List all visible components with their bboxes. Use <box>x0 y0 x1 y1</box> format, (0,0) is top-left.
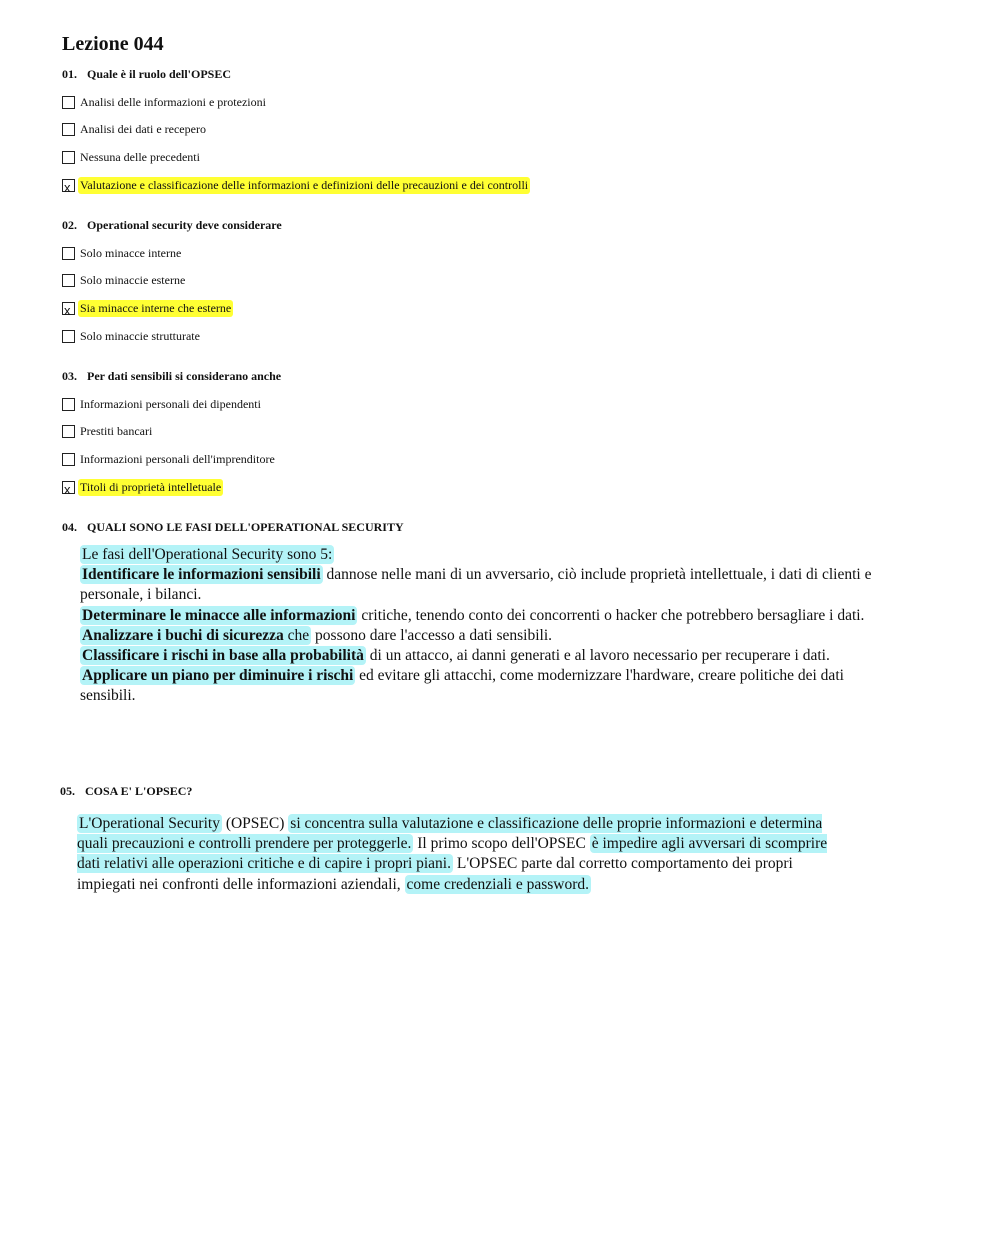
q3-option-3[interactable] <box>62 451 277 467</box>
checkbox[interactable] <box>62 96 75 109</box>
checked-checkbox[interactable] <box>62 179 75 195</box>
checked-checkbox[interactable] <box>62 481 75 497</box>
check-x-icon: x <box>64 179 71 195</box>
highlighted-word: che <box>283 626 310 644</box>
answer-intro <box>80 545 880 565</box>
step-title: Identificare le informazioni sensibili <box>82 566 321 584</box>
plain-text: Il primo scopo dell'OPSEC <box>413 835 590 853</box>
q3-option-4-correct[interactable] <box>62 479 223 495</box>
option-label: Analisi delle informazioni e protezioni <box>80 94 266 109</box>
highlighted-text <box>80 565 323 584</box>
plain-text: (OPSEC) <box>221 815 289 832</box>
q2-option-4[interactable] <box>62 328 202 344</box>
option-label: Solo minaccie strutturate <box>80 328 200 343</box>
option-label: Solo minacce interne <box>80 245 182 260</box>
option-label: Analisi dei dati e recepero <box>80 121 206 136</box>
lesson-title: Lezione 044 <box>62 33 164 55</box>
option-label: Prestiti bancari <box>80 423 153 438</box>
checked-checkbox[interactable] <box>62 302 75 318</box>
question-number: 04. <box>62 520 77 534</box>
step-description: ed evitare gli attacchi, come modernizzare l'hardware, creare politiche dei dati sensibili. <box>80 667 844 705</box>
option-label: Titoli di proprietà intelletuale <box>80 479 222 494</box>
step-title: Applicare un piano per diminuire i rischi <box>82 667 354 685</box>
q1-option-2[interactable] <box>62 121 208 137</box>
q2-option-1[interactable] <box>62 245 183 261</box>
option-label: Valutazione e classificazione delle informazioni e definizioni delle precauzioni e dei controlli <box>80 177 529 192</box>
highlighted-text <box>80 606 357 625</box>
answer-step-1 <box>80 565 880 605</box>
q3-option-1[interactable] <box>62 396 263 412</box>
question-1-heading <box>62 67 231 82</box>
check-x-icon: x <box>64 302 71 318</box>
question-text: Quale è il ruolo dell'OPSEC <box>87 67 232 81</box>
checkbox[interactable] <box>62 123 75 136</box>
question-2-heading <box>62 218 282 233</box>
question-4-heading <box>62 520 404 535</box>
highlighted-text <box>80 646 366 665</box>
option-label: Informazioni personali dell'imprenditore <box>80 451 275 466</box>
answer-step-2 <box>80 606 880 626</box>
option-label: Nessuna delle precedenti <box>80 149 200 164</box>
answer-step-5 <box>80 666 880 706</box>
question-text: QUALI SONO LE FASI DELL'OPERATIONAL SECURITY <box>87 520 404 534</box>
plain-text: L'OPSEC parte dal corretto comportamento dei propri impiegati nei confronti delle informazioni aziendali, <box>77 855 793 893</box>
q4-answer-text <box>80 545 880 707</box>
option-label: Solo minaccie esterne <box>80 272 186 287</box>
question-number: 05. <box>60 784 75 798</box>
question-text: COSA E' L'OPSEC? <box>85 784 193 798</box>
highlighted-text: è impedire agli avversari di scomprire dati relativi alle operazioni critiche e di capire i propri piani. <box>77 835 828 873</box>
q2-option-3-correct[interactable] <box>62 300 233 316</box>
question-text: Per dati sensibili si considerano anche <box>87 369 282 383</box>
highlighted-text: L'Operational Security <box>79 815 220 832</box>
highlighted-text <box>80 626 311 645</box>
q2-option-2[interactable] <box>62 272 187 288</box>
highlighted-text <box>80 666 355 685</box>
step-description: dannose nelle mani di un avversario, ciò include proprietà intellettuale, i dati di clienti e personale, i bilanci. <box>80 566 872 604</box>
q1-option-3[interactable] <box>62 149 202 165</box>
q1-option-1[interactable] <box>62 94 268 110</box>
checkbox[interactable] <box>62 453 75 466</box>
step-description: di un attacco, ai danni generati e al lavoro necessario per recuperare i dati. <box>365 647 830 665</box>
step-title: Classificare i rischi in base alla probabilità <box>82 647 364 665</box>
checkbox[interactable] <box>62 247 75 260</box>
highlighted-text: Le fasi dell'Operational Security sono 5: <box>82 546 333 563</box>
step-title: Determinare le minacce alle informazioni <box>82 606 356 624</box>
checkbox[interactable] <box>62 425 75 438</box>
checkbox[interactable] <box>62 151 75 164</box>
question-number: 02. <box>62 218 77 232</box>
step-description: critiche, tenendo conto dei concorrenti o hacker che potrebbero bersagliare i dati. <box>357 606 865 624</box>
step-description: possono dare l'accesso a dati sensibili. <box>311 626 553 644</box>
question-5-heading <box>60 784 192 799</box>
q5-answer-text <box>77 814 837 895</box>
answer-step-4 <box>80 646 880 666</box>
checkbox[interactable] <box>62 274 75 287</box>
highlighted-text: si concentra sulla valutazione e classificazione delle proprie informazioni e determina quali precauzioni e controlli prendere per proteggerle. <box>77 815 823 853</box>
step-title: Analizzare i buchi di sicurezza <box>82 626 284 644</box>
checkbox[interactable] <box>62 330 75 343</box>
question-text: Operational security deve considerare <box>87 218 282 232</box>
answer-paragraph <box>77 814 837 895</box>
question-3-heading <box>62 369 281 384</box>
q1-option-4-correct[interactable] <box>62 177 530 193</box>
highlighted-text: come credenziali e password. <box>406 875 590 893</box>
check-x-icon: x <box>64 481 71 497</box>
q3-option-2[interactable] <box>62 423 154 439</box>
question-number: 03. <box>62 369 77 383</box>
checkbox[interactable] <box>62 398 75 411</box>
question-number: 01. <box>62 67 77 81</box>
option-label: Sia minacce interne che esterne <box>80 300 232 315</box>
answer-step-3 <box>80 626 880 646</box>
option-label: Informazioni personali dei dipendenti <box>80 396 261 411</box>
